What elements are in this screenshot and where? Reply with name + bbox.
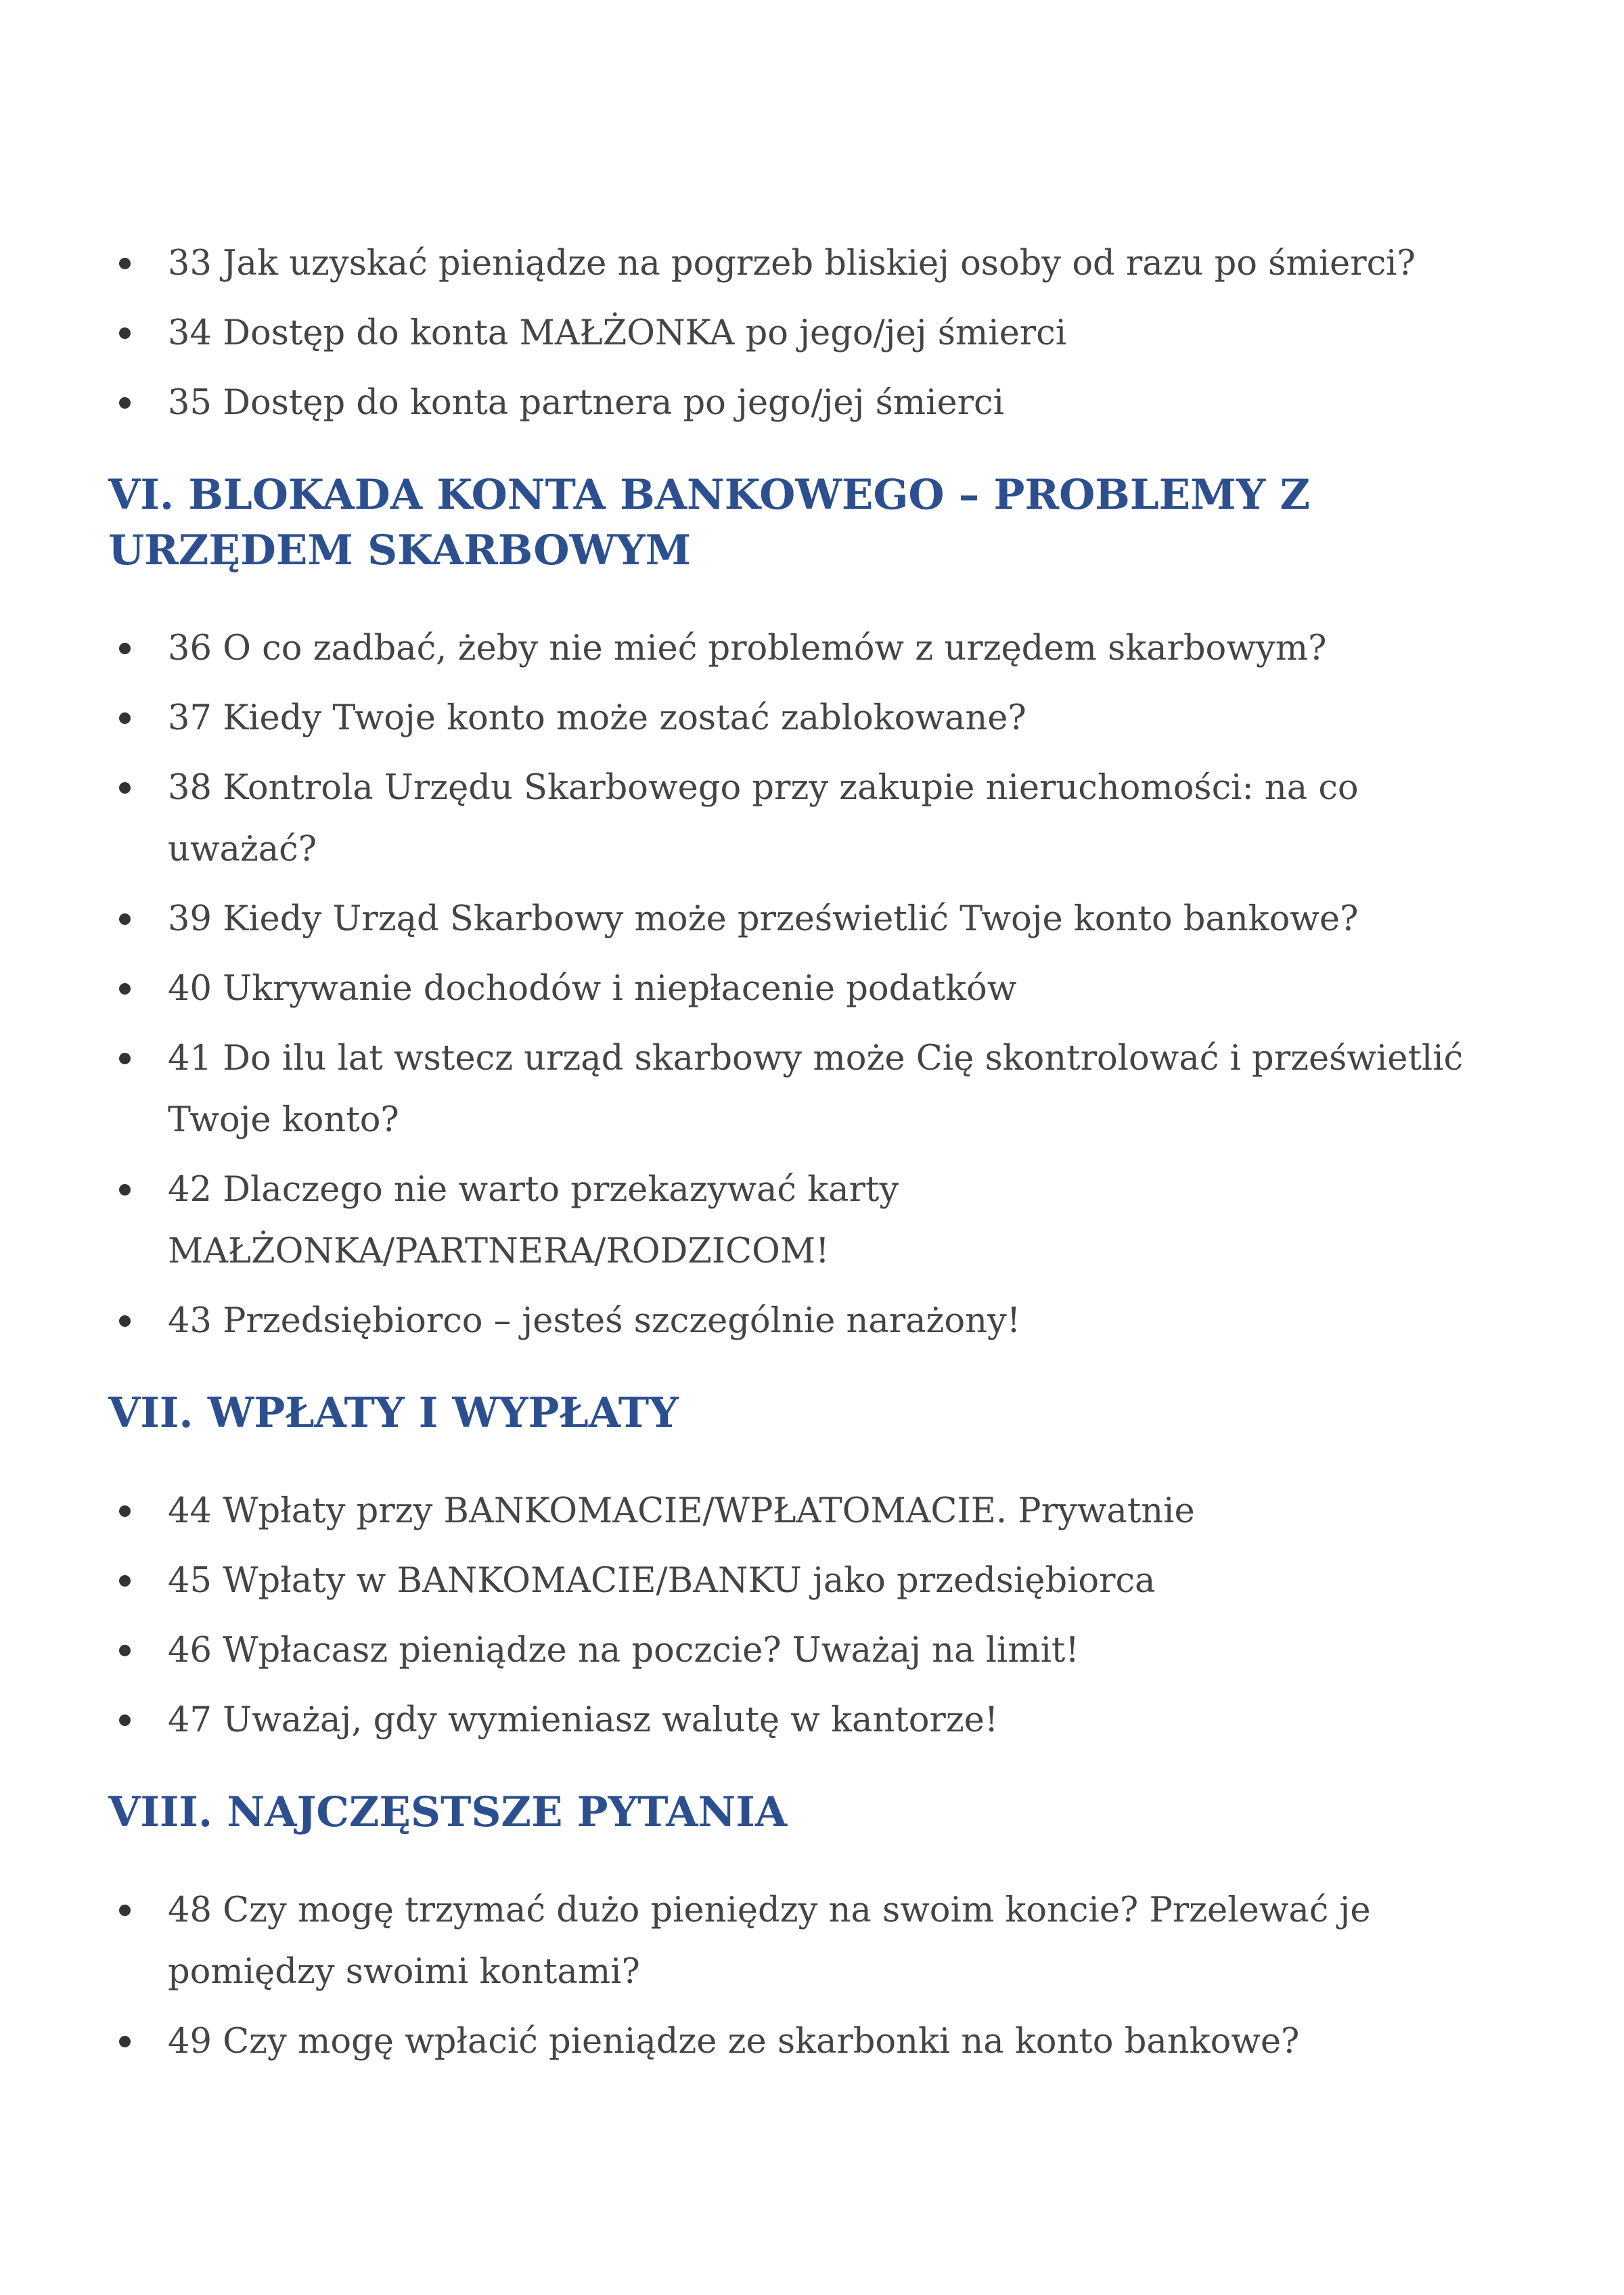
section-heading-vii: VII. WPŁATY I WYPŁATY [108, 1389, 679, 1437]
list-item-text: 39 Kiedy Urząd Skarbowy może prześwietlić Twoje konto bankowe? [168, 899, 1359, 939]
list-item [108, 958, 1516, 1020]
section-heading-vi: VI. BLOKADA KONTA BANKOWEGO – PROBLEMY Z URZĘDEM SKARBOWYM [108, 471, 1310, 574]
bullet-icon [119, 712, 131, 724]
list-item [108, 372, 1516, 434]
bullet-icon [119, 1645, 131, 1656]
list-item-text: 46 Wpłacasz pieniądze na poczcie? Uważaj na limit! [168, 1631, 1079, 1671]
list-item-text: 44 Wpłaty przy BANKOMACIE/WPŁATOMACIE. Prywatnie [168, 1491, 1195, 1531]
toc-list-block1 [108, 233, 1516, 434]
bullet-icon [119, 1575, 131, 1587]
list-item [108, 1480, 1516, 1542]
list-item [108, 1290, 1516, 1352]
bullet-icon [119, 1315, 131, 1327]
list-item-text: 37 Kiedy Twoje konto może zostać zablokowane? [168, 698, 1027, 738]
toc-list-section-vi [108, 618, 1516, 1352]
list-item [108, 1880, 1516, 2003]
bullet-icon [119, 2036, 131, 2047]
list-item-text: 41 Do ilu lat wstecz urząd skarbowy może Cię skontrolować i prześwietlić Twoje konto? [168, 1039, 1464, 1140]
bullet-icon [119, 913, 131, 925]
toc-list-section-viii [108, 1880, 1516, 2072]
bullet-icon [119, 1053, 131, 1064]
list-item [108, 1689, 1516, 1751]
bullet-icon [119, 983, 131, 995]
list-item-text: 35 Dostęp do konta partnera po jego/jej śmierci [168, 383, 1004, 423]
list-item-text: 49 Czy mogę wpłacić pieniądze ze skarbonki na konto bankowe? [168, 2022, 1300, 2062]
list-item-text: 45 Wpłaty w BANKOMACIE/BANKU jako przedsiębiorca [168, 1561, 1156, 1601]
list-item [108, 1028, 1516, 1151]
list-item-text: 47 Uważaj, gdy wymieniasz walutę w kantorze! [168, 1700, 999, 1740]
section-heading-viii: VIII. NAJCZĘSTSZE PYTANIA [108, 1788, 788, 1836]
toc-list-section-vii [108, 1480, 1516, 1751]
list-item-text: 38 Kontrola Urzędu Skarbowego przy zakupie nieruchomości: na co uważać? [168, 768, 1359, 869]
bullet-icon [119, 258, 131, 269]
list-item-text: 42 Dlaczego nie warto przekazywać karty MAŁŻONKA/PARTNERA/RODZICOM! [168, 1170, 899, 1271]
list-item-text: 48 Czy mogę trzymać dużo pieniędzy na swoim koncie? Przelewać je pomiędzy swoimi kontami? [168, 1890, 1371, 1992]
list-item-text: 34 Dostęp do konta MAŁŻONKA po jego/jej śmierci [168, 313, 1067, 353]
bullet-icon [119, 1505, 131, 1517]
bullet-icon [119, 782, 131, 794]
list-item-text: 33 Jak uzyskać pieniądze na pogrzeb bliskiej osoby od razu po śmierci? [168, 244, 1416, 283]
list-item [108, 302, 1516, 364]
list-item [108, 618, 1516, 679]
list-item [108, 687, 1516, 749]
list-item-text: 36 O co zadbać, żeby nie mieć problemów z urzędem skarbowym? [168, 629, 1327, 668]
bullet-icon [119, 1184, 131, 1196]
bullet-icon [119, 1905, 131, 1916]
bullet-icon [119, 643, 131, 654]
bullet-icon [119, 327, 131, 339]
list-item [108, 1620, 1516, 1681]
list-item-text: 43 Przedsiębiorco – jesteś szczególnie narażony! [168, 1301, 1021, 1341]
list-item [108, 1159, 1516, 1282]
list-item [108, 1550, 1516, 1612]
list-item-text: 40 Ukrywanie dochodów i niepłacenie podatków [168, 969, 1017, 1009]
list-item [108, 888, 1516, 950]
list-item [108, 233, 1516, 294]
list-item [108, 2011, 1516, 2072]
list-item [108, 757, 1516, 880]
bullet-icon [119, 1714, 131, 1726]
bullet-icon [119, 397, 131, 409]
